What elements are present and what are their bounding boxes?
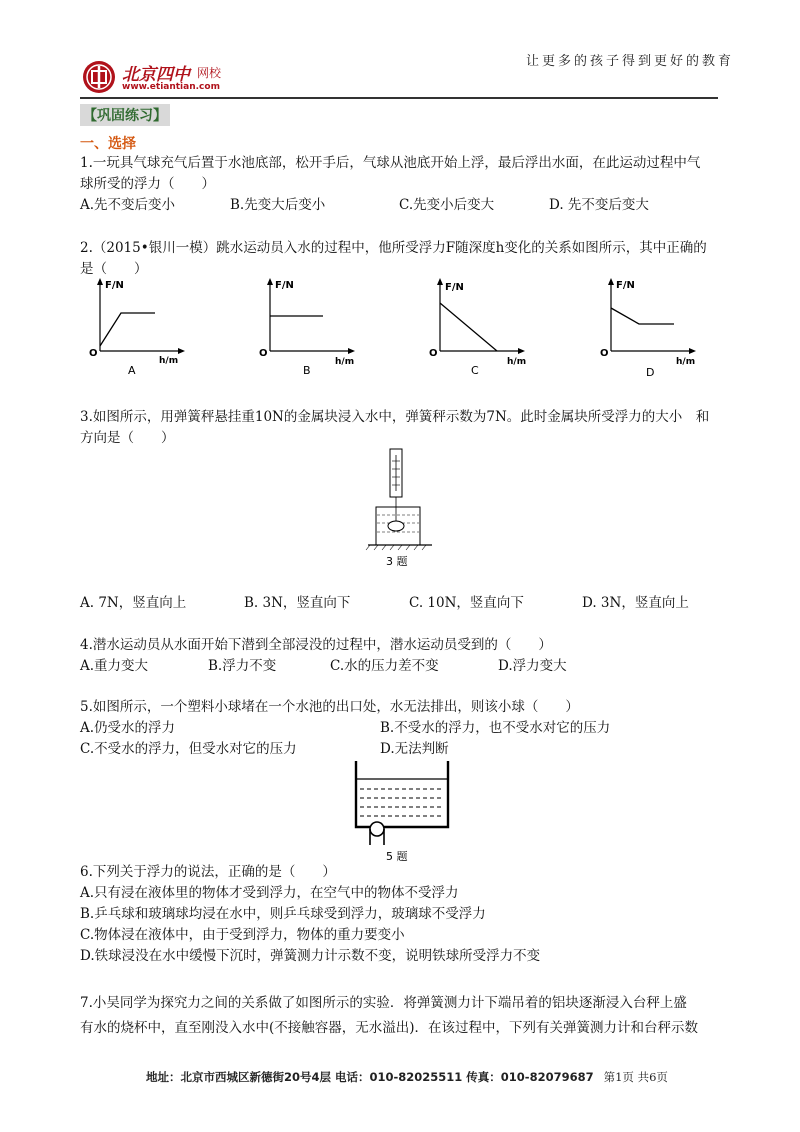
q2-graph-d <box>596 276 706 381</box>
q1-stem-line1: 1.一玩具气球充气后置于水池底部，松开手后，气球从池底开始上浮，最后浮出水面，在此运动过程中气 <box>80 155 701 171</box>
q3 <box>80 407 709 449</box>
q2 <box>80 238 707 280</box>
header-rule <box>80 97 718 99</box>
q6-option-d: D.铁球浸没在水中缓慢下沉时，弹簧测力计示数不变，说明铁球所受浮力不变 <box>80 948 541 964</box>
q4-stem: 4.潜水运动员从水面开始下潜到全部浸没的过程中，潜水运动员受到的（ ） <box>80 637 552 653</box>
q3-option-c: C. 10N，竖直向下 <box>409 595 524 611</box>
graph-c-origin: O <box>429 348 438 359</box>
q4-option-c: C.水的压力差不变 <box>330 658 439 674</box>
slogan: 让更多的孩子得到更好的教育 <box>526 54 735 69</box>
q1 <box>80 153 700 195</box>
logo-suffix: 网校 <box>197 66 222 80</box>
q7-stem-line1: 7.小吴同学为探究力之间的关系做了如图所示的实验．将弹簧测力计下端吊着的铝块逐渐浸入台秤上盛 <box>80 995 687 1011</box>
graph-d-origin: O <box>600 348 609 359</box>
q5-option-b: B.不受水的浮力，也不受水对它的压力 <box>380 720 611 736</box>
graph-a-y-label: F/N <box>105 280 124 291</box>
q6-option-c: C.物体浸在液体中，由于受到浮力，物体的重力要变小 <box>80 927 405 943</box>
q1-option-c: C.先变小后变大 <box>399 197 495 213</box>
q5-option-c: C.不受水的浮力，但受水对它的压力 <box>80 741 297 757</box>
footer-address: 地址：北京市西城区新德街20号4层 电话：010-82025511 传真：010-82079687 <box>146 1070 594 1084</box>
graph-c-y-label: F/N <box>445 282 464 293</box>
q2-graph-a <box>85 276 195 381</box>
q4-option-a: A.重力变大 <box>80 658 149 674</box>
q2-stem-line2: 是（ ） <box>80 261 148 277</box>
q5-option-a: A.仍受水的浮力 <box>80 720 176 736</box>
logo-url: www.etiantian.com <box>122 82 220 92</box>
footer <box>146 1069 668 1085</box>
graph-b-x-label: h/m <box>335 357 355 367</box>
q2-graph-c <box>425 276 535 381</box>
graph-d-x-label: h/m <box>676 357 696 367</box>
section-title: 一、选择 <box>80 136 136 152</box>
q3-stem-line2: 方向是（ ） <box>80 430 175 446</box>
q3-figure-caption: 3 题 <box>386 555 408 568</box>
graph-a-caption: A <box>128 364 136 377</box>
graph-d-caption: D <box>646 366 655 379</box>
section-tag: 【巩固练习】 <box>80 104 170 126</box>
q7-stem-line2: 有水的烧杯中，直至刚没入水中(不接触容器，无水溢出)．在该过程中，下列有关弹簧测力计和台秤示数 <box>80 1020 699 1036</box>
logo <box>82 58 262 98</box>
q2-stem-line1: 2.（2015•银川一模）跳水运动员入水的过程中，他所受浮力F随深度h变化的关系如图所示，其中正确的 <box>80 240 707 256</box>
q6-option-b: B.乒乓球和玻璃球均浸在水中，则乒乓球受到浮力，玻璃球不受浮力 <box>80 906 486 922</box>
graph-b-origin: O <box>259 348 268 359</box>
q3-option-b: B. 3N，竖直向下 <box>244 595 351 611</box>
q5-figure-caption: 5 题 <box>386 850 408 863</box>
q3-option-a: A. 7N，竖直向上 <box>80 595 187 611</box>
q6 <box>80 862 540 967</box>
q3-option-d: D. 3N，竖直向上 <box>582 595 689 611</box>
q3-stem-line1: 3.如图所示，用弹簧秤悬挂重10N的金属块浸入水中，弹簧秤示数为7N。此时金属块所受浮力的大小 和 <box>80 409 710 425</box>
q5-option-d: D.无法判断 <box>380 741 449 757</box>
q4-option-d: D.浮力变大 <box>498 658 567 674</box>
q3-figure <box>360 447 440 572</box>
q1-stem-line2: 球所受的浮力（ ） <box>80 176 215 192</box>
q6-stem: 6.下列关于浮力的说法，正确的是（ ） <box>80 864 336 880</box>
footer-page: 第1页 共6页 <box>603 1070 668 1084</box>
q1-option-a: A.先不变后变小 <box>80 197 176 213</box>
graph-c-x-label: h/m <box>507 357 527 367</box>
q4-option-b: B.浮力不变 <box>208 658 277 674</box>
graph-d-y-label: F/N <box>616 280 635 291</box>
graph-a-x-label: h/m <box>159 356 179 366</box>
q2-graph-b <box>255 276 365 381</box>
q1-option-d: D. 先不变后变大 <box>549 197 649 213</box>
graph-a-origin: O <box>89 348 98 359</box>
q5-figure <box>352 757 452 867</box>
graph-b-y-label: F/N <box>275 280 294 291</box>
q1-option-b: B.先变大后变小 <box>230 197 326 213</box>
logo-name: 北京四中 <box>122 65 190 85</box>
q5-stem: 5.如图所示，一个塑料小球堵在一个水池的出口处，水无法排出，则该小球（ ） <box>80 699 579 715</box>
graph-c-caption: C <box>471 364 479 377</box>
q6-option-a: A.只有浸在液体里的物体才受到浮力，在空气中的物体不受浮力 <box>80 885 459 901</box>
q7 <box>80 993 698 1039</box>
graph-b-caption: B <box>303 364 311 377</box>
logo-emblem-icon <box>82 60 116 94</box>
